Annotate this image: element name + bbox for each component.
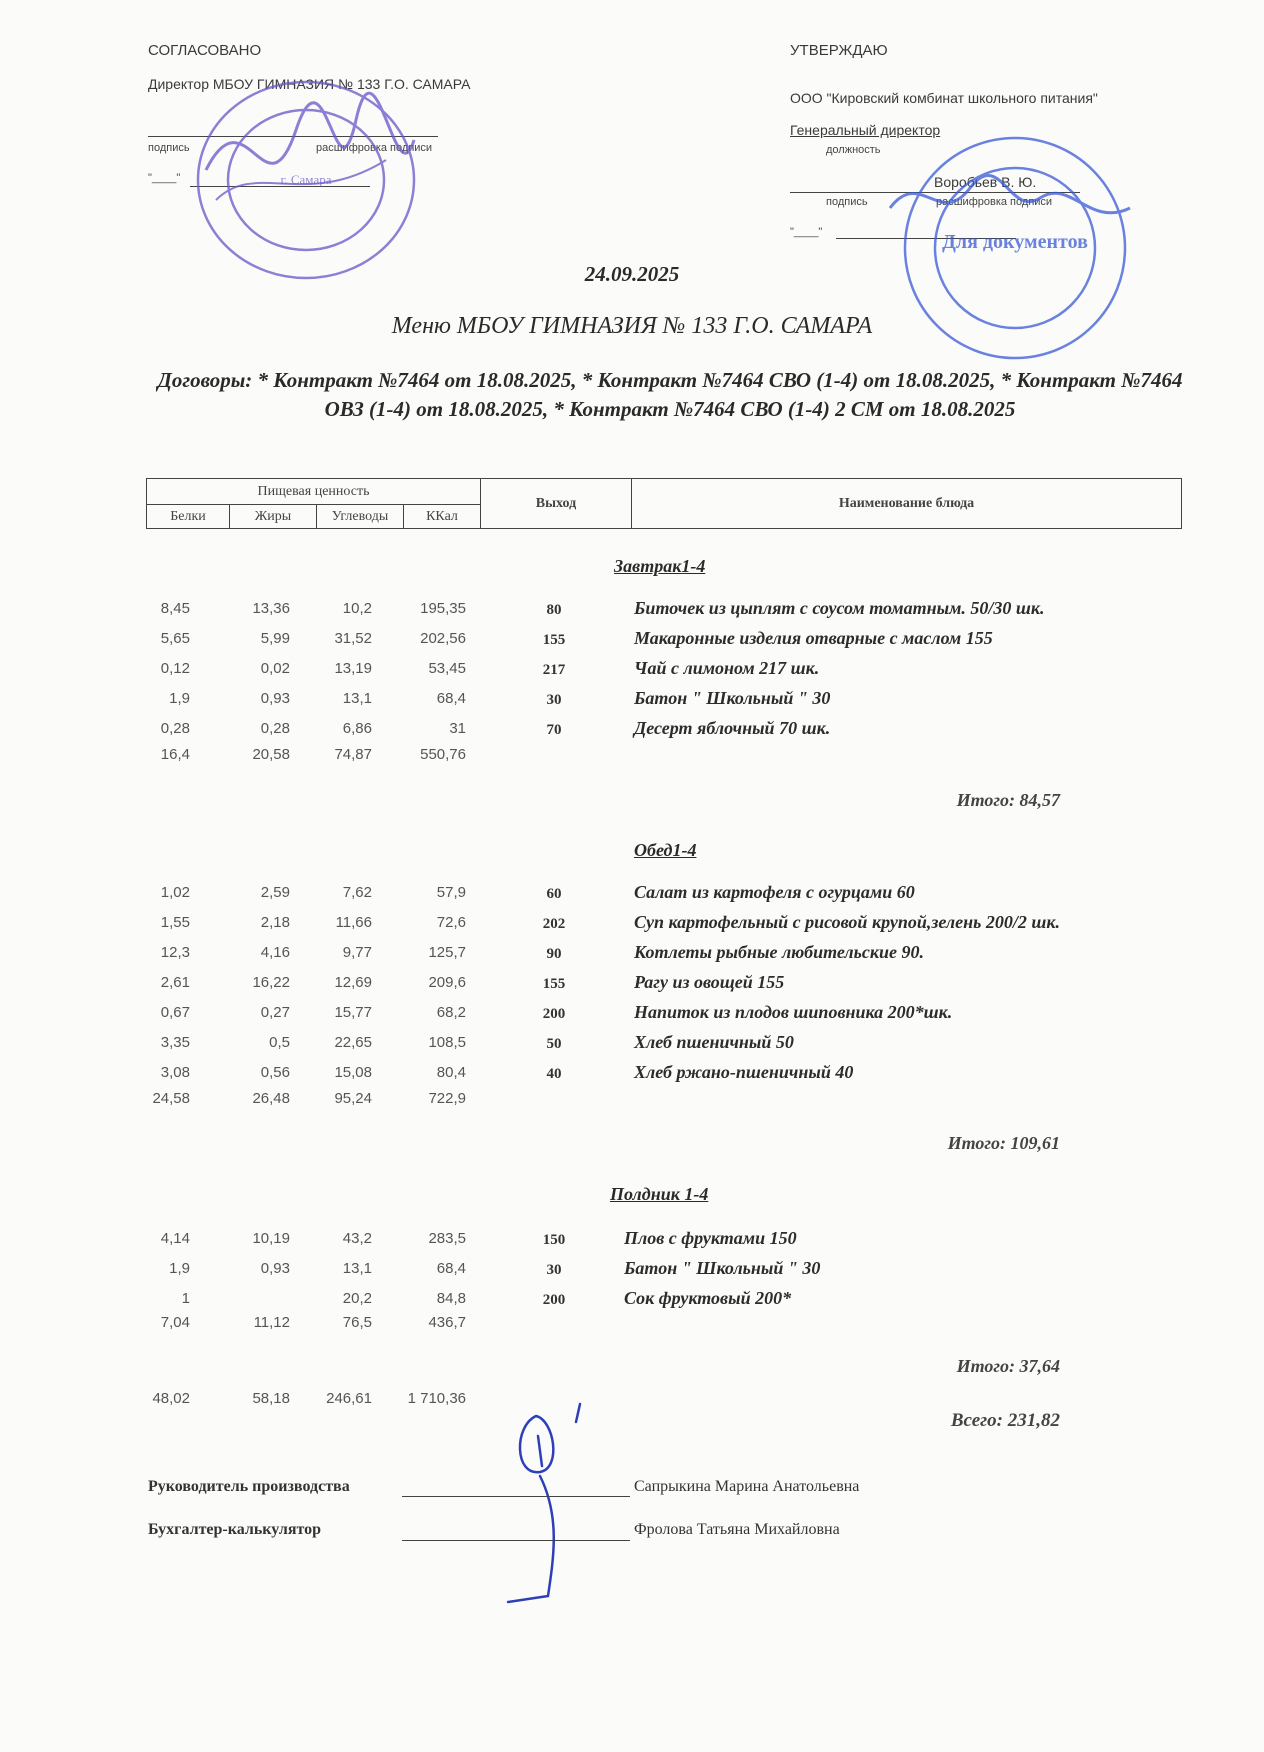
dish-header: Наименование блюда [632,479,1182,529]
dish-name: Суп картофельный с рисовой крупой,зелень 200/2 шк. [634,912,1060,932]
sum-fats: 20,58 [252,746,290,763]
cell-proteins: 12,3 [160,944,190,961]
production-label: Руководитель производства [148,1478,350,1495]
cell-kcal: 31 [449,720,466,737]
dish-name: Напиток из плодов шиповника 200*шк. [634,1002,953,1022]
contracts-text: Договоры: * Контракт №7464 от 18.08.2025, * Контракт №7464 СВО (1-4) от 18.08.2025, * Контракт №7464 ОВЗ (1-4) от 18.08.2025, * Контракт №7464 СВО (1-4) 2 СМ от 18.08.2025 [157,368,1183,421]
cell-proteins: 0,67 [160,1004,190,1021]
cell-fats: 2,18 [260,914,290,931]
cell-kcal: 53,45 [428,660,466,677]
fats-header: Жиры [230,505,317,529]
output-header: Выход [481,479,632,529]
sum-kcal: 550,76 [420,746,466,763]
cell-output: 200 [542,1292,566,1308]
handwritten-signature-image [500,1396,610,1616]
section-total: Итого: 37,64 [956,1356,1060,1376]
approval-left-heading: СОГЛАСОВАНО [148,42,262,59]
grand-fats: 58,18 [252,1390,290,1407]
approval-right-heading: УТВЕРЖДАЮ [790,42,888,59]
cell-output: 200 [542,1006,566,1022]
approval-left-position: Директор МБОУ ГИМНАЗИЯ № 133 Г.О. САМАРА [148,76,471,92]
cell-kcal: 209,6 [428,974,466,991]
cell-proteins: 1,02 [160,884,190,901]
cell-carbs: 20,2 [342,1290,372,1307]
cell-output: 155 [542,632,566,648]
sum-proteins: 7,04 [160,1314,190,1331]
carbs-header: Углеводы [317,505,404,529]
grand-total: Всего: 231,82 [950,1410,1060,1431]
cell-output: 150 [542,1232,566,1248]
cell-output: 217 [542,662,566,678]
cell-carbs: 13,19 [334,660,372,677]
cell-fats: 0,93 [260,1260,290,1277]
cell-carbs: 15,77 [334,1004,372,1021]
menu-date: 24.09.2025 [584,262,680,286]
dish-name: Рагу из овощей 155 [634,972,785,992]
dish-name: Хлеб ржано-пшеничный 40 [634,1062,854,1082]
cell-carbs: 43,2 [342,1230,372,1247]
grand-kcal: 1 710,36 [407,1390,466,1407]
school-stamp-image [186,70,426,290]
accountant-signature-line [402,1540,630,1541]
sum-fats: 26,48 [252,1090,290,1107]
dish-name: Хлеб пшеничный 50 [634,1032,794,1052]
cell-output: 50 [546,1036,562,1052]
cell-carbs: 31,52 [334,630,372,647]
cell-proteins: 8,45 [160,600,190,617]
section-title: Завтрак1-4 [614,556,706,576]
dish-name: Салат из картофеля с огурцами 60 [634,882,915,902]
cell-output: 90 [546,946,562,962]
cell-fats: 0,02 [260,660,290,677]
cell-kcal: 125,7 [428,944,466,961]
cell-fats: 0,5 [269,1034,290,1051]
cell-output: 202 [542,916,566,932]
cell-output: 155 [542,976,566,992]
cell-carbs: 13,1 [342,690,372,707]
production-name: Сапрыкина Марина Анатольевна [634,1478,860,1495]
approval-right-position: Генеральный директор [790,122,941,138]
dish-name: Биточек из цыплят с соусом томатным. 50/30 шк. [634,598,1045,618]
dish-name: Батон " Школьный " 30 [624,1258,821,1278]
sum-proteins: 16,4 [160,746,190,763]
cell-fats: 2,59 [260,884,290,901]
date-stub: "____" [148,172,181,184]
cell-carbs: 13,1 [342,1260,372,1277]
cell-kcal: 84,8 [436,1290,466,1307]
section-title: Полдник 1-4 [610,1184,709,1204]
section-title: Обед1-4 [634,840,697,860]
cell-carbs: 6,86 [342,720,372,737]
sum-kcal: 722,9 [428,1090,466,1107]
cell-fats: 13,36 [252,600,290,617]
sum-fats: 11,12 [253,1314,290,1331]
signature-label: подпись [148,142,190,154]
cell-carbs: 15,08 [334,1064,372,1081]
sum-carbs: 76,5 [342,1314,372,1331]
production-signature-line [402,1496,630,1497]
kcal-header: ККал [404,505,481,529]
grand-proteins: 48,02 [152,1390,190,1407]
cell-proteins: 3,35 [160,1034,190,1051]
dish-name: Десерт яблочный 70 шк. [634,718,831,738]
dish-name: Сок фруктовый 200* [624,1288,792,1308]
dish-name: Батон " Школьный " 30 [634,688,831,708]
cell-kcal: 80,4 [436,1064,466,1081]
approval-right-org: ООО "Кировский комбинат школьного питания" [790,90,1098,106]
cell-proteins: 1,9 [169,1260,190,1277]
grand-carbs: 246,61 [326,1390,372,1407]
cell-kcal: 202,56 [420,630,466,647]
approval-right-name: Воробьев В. Ю. [934,174,1037,190]
cell-output: 80 [546,602,562,618]
date-stub-right: "____" [790,226,823,238]
cell-fats: 0,27 [260,1004,290,1021]
cell-carbs: 22,65 [334,1034,372,1051]
cell-kcal: 108,5 [428,1034,466,1051]
cell-proteins: 1,9 [169,690,190,707]
cell-fats: 5,99 [260,630,290,647]
proteins-header: Белки [147,505,230,529]
cell-proteins: 5,65 [160,630,190,647]
accountant-label: Бухгалтер-калькулятор [148,1521,322,1538]
cell-carbs: 10,2 [342,600,372,617]
position-label: должность [826,144,881,156]
cell-fats: 0,28 [260,720,290,737]
sum-proteins: 24,58 [152,1090,190,1107]
dish-name: Чай с лимоном 217 шк. [634,658,820,678]
cell-proteins: 1,55 [160,914,190,931]
cell-output: 40 [546,1066,562,1082]
decode-label-right: расшифровка подписи [936,196,1053,208]
cell-output: 30 [546,1262,562,1278]
cell-carbs: 9,77 [342,944,372,961]
cell-kcal: 68,4 [436,1260,466,1277]
dish-name: Макаронные изделия отварные с маслом 155 [634,628,993,648]
cell-proteins: 4,14 [160,1230,190,1247]
cell-proteins: 1 [181,1290,190,1307]
nutrition-header: Пищевая ценность [147,479,481,505]
cell-proteins: 0,28 [160,720,190,737]
cell-kcal: 68,4 [436,690,466,707]
dish-name: Плов с фруктами 150 [624,1228,797,1248]
company-stamp-center: Для документов [942,231,1088,253]
cell-fats: 10,19 [252,1230,290,1247]
accountant-name: Фролова Татьяна Михайловна [634,1521,840,1538]
sum-kcal: 436,7 [428,1314,466,1331]
school-stamp-center: г. Самара [280,172,332,187]
sum-carbs: 95,24 [334,1090,372,1107]
cell-proteins: 2,61 [160,974,190,991]
cell-carbs: 11,66 [335,914,372,931]
cell-kcal: 195,35 [420,600,466,617]
cell-carbs: 7,62 [342,884,372,901]
cell-kcal: 72,6 [436,914,466,931]
cell-output: 30 [546,692,562,708]
sum-carbs: 74,87 [334,746,372,763]
cell-fats: 16,22 [252,974,290,991]
cell-proteins: 0,12 [160,660,190,677]
cell-carbs: 12,69 [334,974,372,991]
menu-table-header [146,478,1182,529]
cell-output: 70 [546,722,562,738]
signature-label-right: подпись [826,196,868,208]
cell-fats: 0,93 [260,690,290,707]
cell-proteins: 3,08 [160,1064,190,1081]
cell-kcal: 57,9 [436,884,466,901]
cell-output: 60 [546,886,562,902]
section-total: Итого: 109,61 [947,1133,1060,1153]
cell-fats: 0,56 [260,1064,290,1081]
dish-name: Котлеты рыбные любительские 90. [634,942,924,962]
cell-kcal: 283,5 [428,1230,466,1247]
decode-label: расшифровка подписи [316,142,433,154]
cell-kcal: 68,2 [436,1004,466,1021]
section-total: Итого: 84,57 [956,790,1060,810]
menu-title: Меню МБОУ ГИМНАЗИЯ № 133 Г.О. САМАРА [391,313,873,339]
cell-fats: 4,16 [260,944,290,961]
